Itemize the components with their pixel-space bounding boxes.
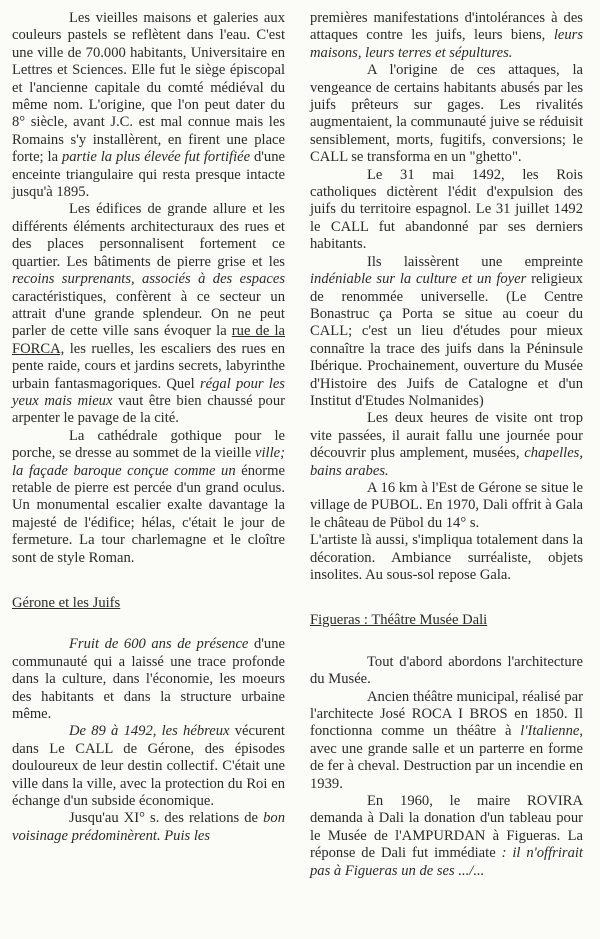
paragraph xyxy=(12,810,285,845)
text-run: Le 31 mai 1492, les Rois catholiques dictèrent l'édit d'expulsion des juifs du territoire espagnol. Le 31 juillet 1492 le CALL fut abandonné par ses derniers habitants. xyxy=(310,166,583,253)
section-heading-figueras: Figueras : Théâtre Musée Dali xyxy=(310,612,488,629)
paragraph xyxy=(310,62,583,166)
paragraph xyxy=(310,410,583,480)
text-run: De 89 à 1492, les hébreux xyxy=(69,723,230,740)
text-run: partie la plus élevée fut fortifiée xyxy=(61,149,251,166)
text-run: L'artiste là aussi, s'impliqua totalement dans la décoration. Ambiance surréaliste, objets insolites. Au sous-sol repose Gala. xyxy=(310,532,583,583)
text-run: chapelles, bains arabes. xyxy=(310,445,583,479)
paragraph xyxy=(310,480,583,532)
text-run: rue de la FORCA, xyxy=(12,323,285,357)
paragraph xyxy=(310,532,583,584)
text-run: religieux de renommée universelle. (Le Centre Bonastruc ça Porta se situe au coeur du CALL; c'est un lieu d'études pour mieux connaître la trace des juifs dans la Péninsule Ibérique. Prochainement, ouverture du Musée d'Histoire des Juifs de Catalogne et d'un Institut d'Etudes Nolmanides) xyxy=(310,271,583,409)
text-run: caractéristiques, confèrent à ce secteur un attrait d'une grande splendeur. On ne peut parler de cette ville sans évoquer la xyxy=(12,288,285,340)
text-run: Les édifices de grande allure et les différents éléments architecturaux des rues et des places personnalisent fortement ce quartier. Les bâtiments de pierre grise et les xyxy=(12,201,285,270)
text-run: Tout d'abord abordons l'architecture du Musée. xyxy=(310,653,583,688)
figueras-section xyxy=(310,654,583,880)
text-run: énorme retable de pierre est percée d'un grand oculus. Un monumental escalier exalte davantage la majesté de l'édifice; hélas, c'était le jour de fermeture. La tour charlemagne et le cloître sont de style Roman. xyxy=(12,462,285,566)
text-run: La cathédrale gothique pour le porche, se dresse au sommet de la vieille xyxy=(12,427,285,462)
text-run: leurs maisons, leurs terres et sépultures. xyxy=(310,27,583,61)
paragraph xyxy=(310,793,583,880)
continued-section xyxy=(310,10,583,584)
intro-section xyxy=(12,10,285,567)
paragraph xyxy=(310,689,583,793)
text-run: : il n'offrirait pas à Figueras un de ses .../... xyxy=(310,845,583,879)
text-run: vaut être bien chaussé pour arpenter le pavage de la cité. xyxy=(12,392,286,427)
section-heading-gerone-juifs: Gérone et les Juifs xyxy=(12,595,121,611)
text-run: ville; la façade baroque conçue comme un xyxy=(12,445,285,479)
text-run: régal pour les yeux mais mieux xyxy=(12,375,285,409)
text-run: Ancien théâtre municipal, réalisé par l'architecte José ROCA I BROS en 1850. Il fonctionna comme un théâtre à xyxy=(310,688,583,740)
paragraph xyxy=(12,636,285,723)
text-run: l'Italienne xyxy=(520,723,580,740)
text-run: d'une enceinte triangulaire qui resta presque intacte jusqu'à 1895. xyxy=(12,149,285,201)
text-run: les ruelles, les escaliers des rues en pente raide, cours et jardins secrets, labyrinthe urbain fantasmagoriques. Quel xyxy=(12,340,285,392)
jews-section xyxy=(12,636,285,845)
text-run: A 16 km à l'Est de Gérone se situe le village de PUBOL. En 1970, Dali offrit à Gala le château de Pübol du 14° s. xyxy=(310,479,583,531)
paragraph xyxy=(12,201,285,427)
paragraph xyxy=(12,723,285,810)
left-column xyxy=(12,10,285,845)
paragraph xyxy=(12,428,285,567)
paragraph xyxy=(310,654,583,689)
text-run: Ils laissèrent une empreinte xyxy=(367,253,583,270)
text-run: Jusqu'au XI° s. des relations de xyxy=(69,810,264,827)
text-run: A l'origine de ces attaques, la vengeance de certains habitants abusés par les juifs prêteurs sur gages. Les rivalités augmentaient, la communauté juive se réduisit sensiblement, morts, fugitifs, conversions; le CALL se transforma en un "ghetto". xyxy=(310,62,583,166)
text-run: indéniable sur la culture et un foyer xyxy=(310,271,527,288)
paragraph xyxy=(310,167,583,254)
text-run: , avec une grande salle et un parterre en forme de fer à cheval. Destruction par un incendie en 1939. xyxy=(310,723,583,792)
text-run: recoins surprenants, associés à des espaces xyxy=(12,271,285,288)
text-run: Les vieilles maisons et galeries aux couleurs pastels se reflètent dans l'eau. C'est une ville de 70.000 habitants, Universitaire en Lettres et Sciences. Elle fut le siège épiscopal et l'ancienne capitale du comté médiéval du même nom. L'origine, que l'on peut dater du 8° siècle, avant J.C. est mal connue mais les Romains s'y installèrent, en firent une place forte; la xyxy=(12,10,285,166)
paragraph xyxy=(12,10,285,201)
paragraph xyxy=(310,254,583,411)
text-run: Les deux heures de visite ont trop vite passées, il aurait fallu une journée pour découvrir plus amplement, musées, xyxy=(310,410,583,462)
text-run: bon voisinage prédominèrent. Puis les xyxy=(12,810,285,844)
text-run: premières manifestations d'intolérances à des attaques contre les juifs, leurs biens, xyxy=(310,10,583,44)
paragraph xyxy=(310,10,583,62)
text-run: d'une communauté qui a laissé une trace profonde dans la culture, dans l'économie, les moeurs des habitants et dans la structure urbaine même. xyxy=(12,636,285,723)
right-column xyxy=(310,10,583,880)
text-run: Fruit de 600 ans de présence xyxy=(69,636,249,653)
text-run: En 1960, le maire ROVIRA demanda à Dali la donation d'un tableau pour le Musée de l'AMPURDAN à Figueras. La réponse de Dali fut immédiate xyxy=(310,793,583,862)
text-run: vécurent dans Le CALL de Gérone, des épisodes douloureux de leur destin collectif. C'était une ville dans la ville, avec la protection du Roi en échange d'un subside économique. xyxy=(12,723,285,810)
